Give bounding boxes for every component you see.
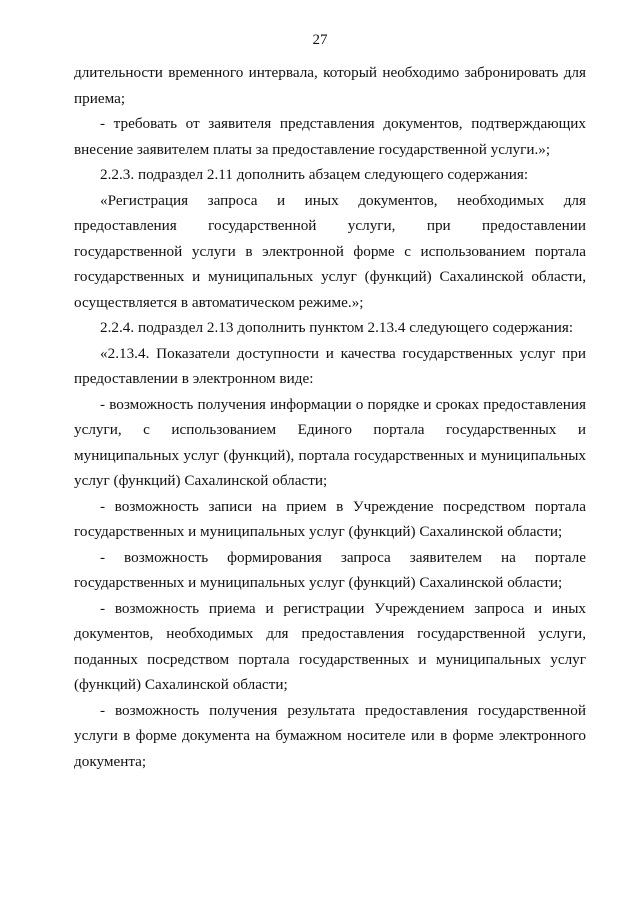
- paragraph: «Регистрация запроса и иных документов, необходимых для предоставления государственной услуги, при предоставлении государственной услуги в электронной форме с использованием портала государственных и муниципальных услуг (функций) Сахалинской области, осуществляется в автоматическом режиме.»;: [74, 191, 586, 311]
- paragraph: длительности временного интервала, который необходимо забронировать для приема;: [74, 64, 586, 107]
- paragraph: - возможность получения информации о порядке и сроках предоставления услуги, с использованием Единого портала государственных и муниципальных услуг (функций), портала государственных и муниципальных услуг (функций) Сахалинской области;: [74, 395, 586, 489]
- paragraph: 2.2.3. подраздел 2.11 дополнить абзацем следующего содержания:: [100, 166, 529, 183]
- paragraph: - возможность формирования запроса заявителем на портале государственных и муниципальных услуг (функций) Сахалинской области;: [74, 548, 586, 591]
- paragraph: - возможность приема и регистрации Учреждением запроса и иных документов, необходимых для предоставления государственной услуги, поданных посредством портала государственных и муниципальных услуг (функций) Сахалинской области;: [74, 599, 586, 693]
- paragraph: «2.13.4. Показатели доступности и качества государственных услуг при предоставлении в электронном виде:: [74, 344, 586, 387]
- paragraph: - требовать от заявителя представления документов, подтверждающих внесение заявителем платы за предоставление государственной услуги.»;: [74, 115, 586, 158]
- page-number: 27: [312, 32, 328, 48]
- paragraph: - возможность записи на прием в Учреждение посредством портала государственных и муниципальных услуг (функций) Сахалинской области;: [74, 497, 586, 540]
- document-body: [74, 60, 586, 774]
- paragraph: - возможность получения результата предоставления государственной услуги в форме документа на бумажном носителе или в форме электронного документа;: [74, 701, 586, 770]
- paragraph: 2.2.4. подраздел 2.13 дополнить пунктом 2.13.4 следующего содержания:: [100, 319, 574, 336]
